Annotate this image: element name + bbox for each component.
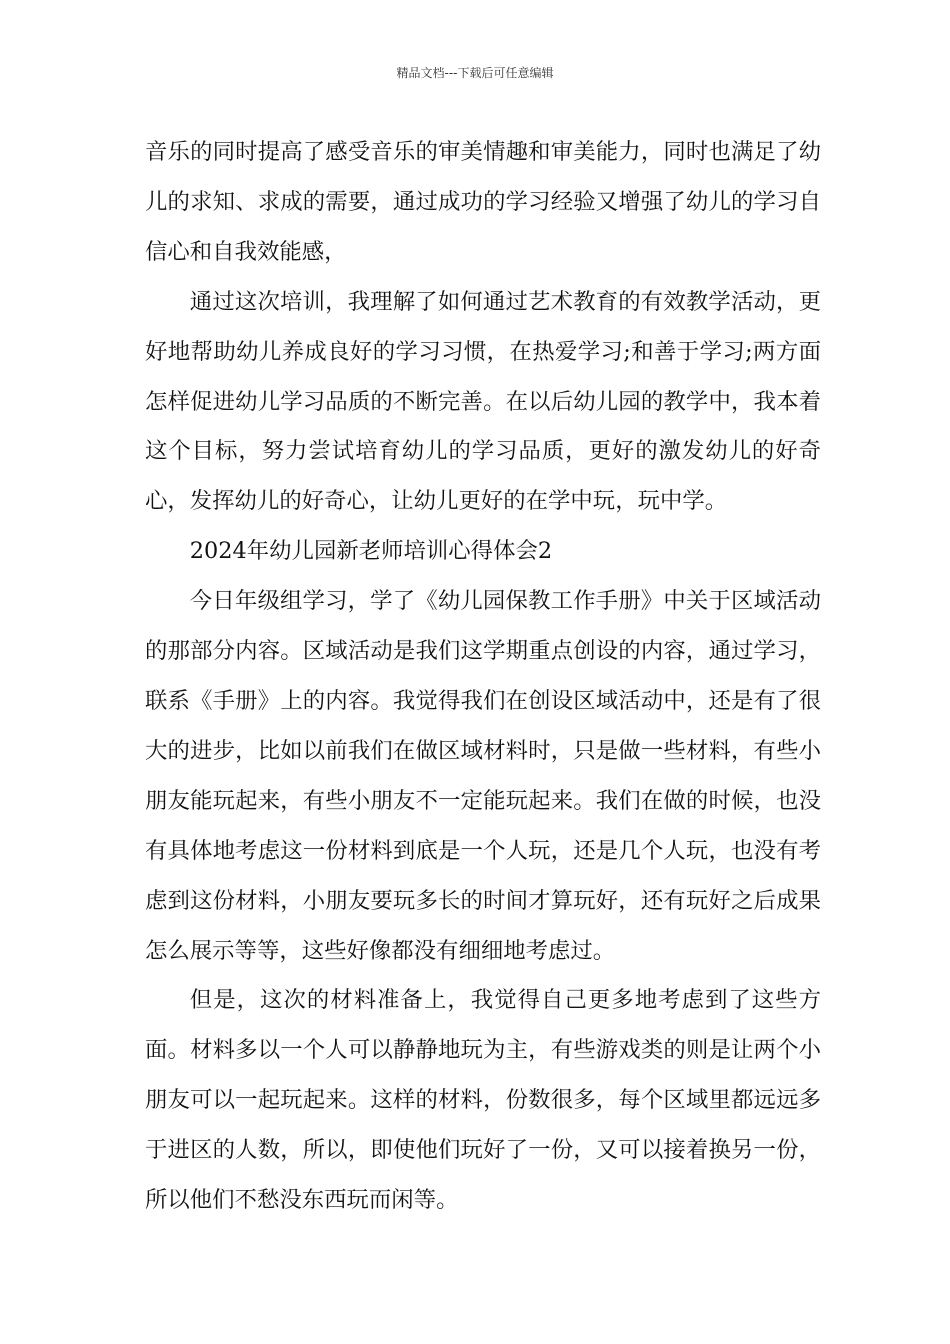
paragraph-3: 今日年级组学习，学了《幼儿园保教工作手册》中关于区域活动的那部分内容。区域活动是我们这学期重点创设的内容，通过学习，联系《手册》上的内容。我觉得我们在创设区域活动中，还是有了很大的进步，比如以前我们在做区域材料时，只是做一些材料，有些小朋友能玩起来，有些小朋友不一定能玩起来。我们在做的时候，也没有具体地考虑这一份材料到底是一个人玩，还是几个人玩，也没有考虑到这份材料，小朋友要玩多长的时间才算玩好，还有玩好之后成果怎么展示等等，这些好像都没有细细地考虑过。 — [145, 588, 821, 964]
paragraph-1: 音乐的同时提高了感受音乐的审美情趣和审美能力，同时也满足了幼儿的求知、求成的需要，通过成功的学习经验又增强了幼儿的学习自信心和自我效能感， — [145, 139, 821, 265]
document-body — [145, 128, 821, 1226]
page-header: 精品文档---下载后可任意编辑 — [396, 66, 554, 80]
paragraph-4: 但是，这次的材料准备上，我觉得自己更多地考虑到了这些方面。材料多以一个人可以静静地玩为主，有些游戏类的则是让两个小朋友可以一起玩起来。这样的材料，份数很多，每个区域里都远远多于进区的人数，所以，即使他们玩好了一份，又可以接着换另一份，所以他们不愁没东西玩而闲等。 — [145, 987, 821, 1214]
paragraph-2: 通过这次培训，我理解了如何通过艺术教育的有效教学活动，更好地帮助幼儿养成良好的学习习惯，在热爱学习;和善于学习;两方面怎样促进幼儿学习品质的不断完善。在以后幼儿园的教学中，我本着这个目标，努力尝试培育幼儿的学习品质，更好的激发幼儿的好奇心，发挥幼儿的好奇心，让幼儿更好的在学中玩，玩中学。 — [145, 288, 821, 515]
section-heading: 2024年幼儿园新老师培训心得体会2 — [189, 538, 553, 565]
